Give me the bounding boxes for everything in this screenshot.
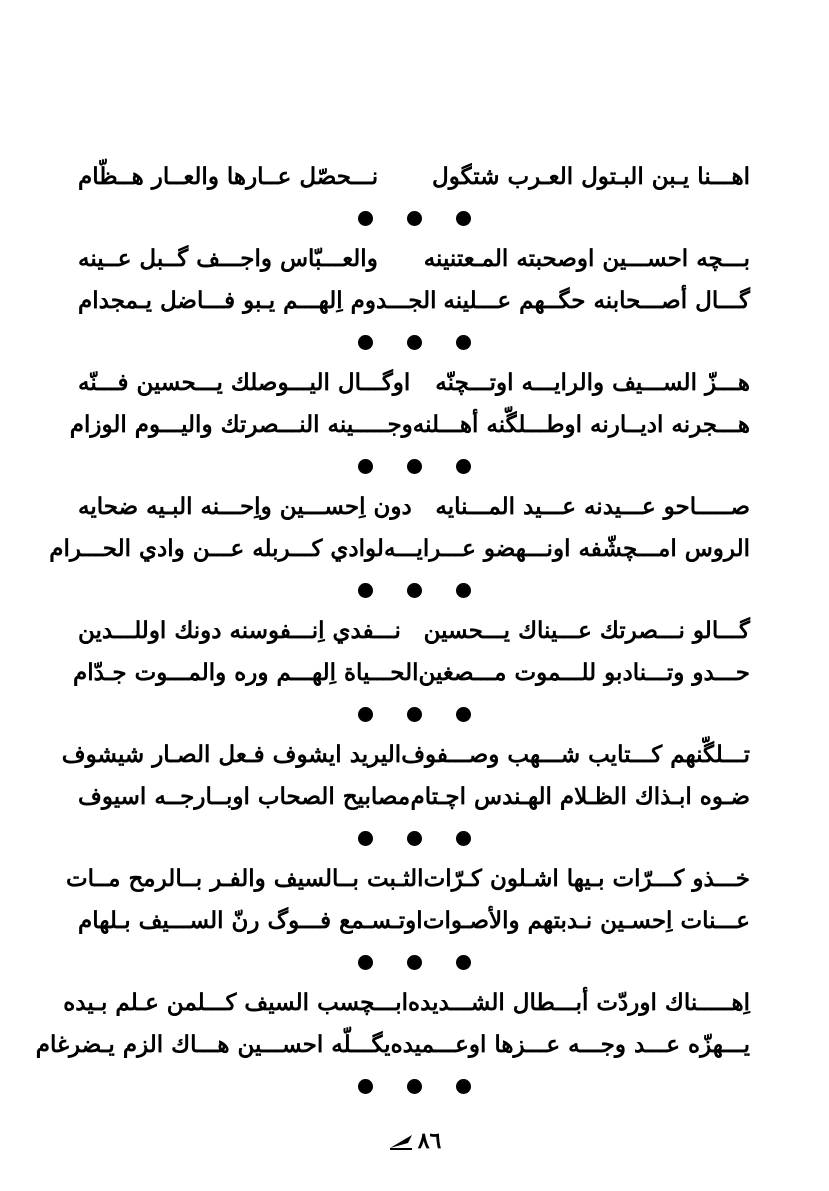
- hemistich-left: لوادي كـــربله عـــن وادي الحـــرام: [49, 535, 384, 562]
- hemistich-left: اوگـــال اليـــوصلك يـــحسين فـــنّه: [78, 369, 411, 396]
- verse-line: [35, 1024, 750, 1066]
- hemistich-left: الجـــدوم اِلهـــم يـبو فـــاضل يـمجدام: [78, 287, 437, 314]
- dot-icon: [407, 955, 422, 970]
- hemistich-left: نـــفدي اِنـــفوسنه دونك اوللـــدين: [78, 617, 401, 644]
- verse-line: [72, 652, 750, 694]
- stanza-separator: [78, 942, 750, 982]
- stanza-separator: [78, 446, 750, 486]
- verse-line: [69, 404, 750, 446]
- dot-icon: [358, 211, 373, 226]
- dot-icon: [358, 707, 373, 722]
- hemistich-right: اهـــنا يـبن البـتول العـرب شتگول: [432, 163, 750, 190]
- dot-icon: [407, 583, 422, 598]
- hemistich-left: دون اِحســـين واِحـــنه البـيه ضحايه: [78, 493, 412, 520]
- hemistich-left: اليريد ايشوف فـعل الصـار شيشوف: [61, 741, 402, 768]
- stanza-separator: [78, 198, 750, 238]
- verse-line: [61, 734, 750, 776]
- hemistich-right: ضـوه ابـذاك الظـلام الهـندس اچـتام: [410, 783, 750, 810]
- dot-icon: [456, 583, 471, 598]
- stanza-separator: [78, 818, 750, 858]
- hemistich-left: الحـــياة اِلهـــم وره والمـــوت جـدّام: [72, 659, 419, 686]
- dot-icon: [456, 335, 471, 350]
- hemistich-right: تـــلگّنهم كـــتايب شـــهب وصـــفوف: [401, 741, 750, 768]
- hemistich-right: هـــزّ الســـيف والرايـــه اوتـــچنّه: [435, 369, 750, 396]
- stanza: [35, 982, 750, 1066]
- hemistich-right: اِهـــــناك اوردّت أبـــطال الشـــديده: [408, 989, 750, 1016]
- dot-icon: [456, 831, 471, 846]
- hemistich-left: الثـبت بــالسيف والفـر بــالرمح مــات: [65, 865, 424, 892]
- stanza: [78, 156, 750, 198]
- dot-icon: [407, 831, 422, 846]
- hemistich-left: يگـــلّه احســـين هـــاك الزم يـضرغام: [35, 1031, 391, 1058]
- stanza-separator: [78, 694, 750, 734]
- dot-icon: [358, 831, 373, 846]
- verse-line: [78, 486, 750, 528]
- hemistich-right: يـــهزّه عـــد وجـــه عـــزها اوعـــميده: [390, 1031, 750, 1058]
- stanza: [61, 734, 750, 818]
- dot-icon: [407, 707, 422, 722]
- dot-icon: [407, 459, 422, 474]
- hemistich-right: گـــالو نـــصرتك عـــيناك يـــحسين: [423, 617, 750, 644]
- hemistich-left: ابـــچسب السيف كـــلمن عـلم بـيده: [63, 989, 409, 1016]
- verse-line: [78, 280, 750, 322]
- verse-line: [78, 362, 750, 404]
- verse-line: [78, 238, 750, 280]
- verse-line: [78, 776, 750, 818]
- verse-line: [65, 858, 750, 900]
- hemistich-right: گـــال أصـــحابنه حگــهم عـــلينه: [443, 287, 750, 314]
- dot-icon: [456, 459, 471, 474]
- stanza-separator: [78, 322, 750, 362]
- dot-icon: [358, 955, 373, 970]
- stanza-separator: [78, 570, 750, 610]
- dot-icon: [358, 583, 373, 598]
- hemistich-left: مصابيح الصحاب اوبــارجــه اسيوف: [78, 783, 411, 810]
- dot-icon: [407, 1079, 422, 1094]
- verse-line: [78, 610, 750, 652]
- hemistich-right: هـــجرنه اديــارنه اوطـــلگّنه أهـــلنه: [412, 411, 750, 438]
- hemistich-right: بـــچه احســـين اوصحبته المـعتنينه: [423, 245, 750, 272]
- verse-line: [78, 156, 750, 198]
- stanza: [49, 486, 750, 570]
- dot-icon: [358, 335, 373, 350]
- hemistich-right: حـــدو وتـــنادبو للـــموت مـــصغين: [418, 659, 750, 686]
- hemistich-right: الروس امـــچشّفه اونـــهضو عـــرايـــه: [383, 535, 750, 562]
- dot-icon: [407, 211, 422, 226]
- dot-icon: [358, 459, 373, 474]
- dot-icon: [456, 1079, 471, 1094]
- stanza: [72, 610, 750, 694]
- hemistich-left: اوتـسـمع فـــوگ رنّ الســـيف بـلهام: [78, 907, 423, 934]
- quill-icon: [388, 1131, 414, 1151]
- hemistich-left: نـــحصّل عــارها والعــار هــظّام: [78, 163, 379, 190]
- verse-line: [63, 982, 750, 1024]
- hemistich-left: والعـــبّاس واجـــف گــبل عــينه: [78, 245, 378, 272]
- verse-line: [49, 528, 750, 570]
- dot-icon: [358, 1079, 373, 1094]
- verse-line: [78, 900, 750, 942]
- stanza: [65, 858, 750, 942]
- poem: [35, 156, 750, 1106]
- hemistich-left: وجـــــينه النـــصرتك واليـــوم الوزام: [69, 411, 413, 438]
- hemistich-right: عـــنات اِحسـين نـدبتهم والأصـوات: [422, 907, 750, 934]
- dot-icon: [456, 211, 471, 226]
- page-number: ٨٦: [417, 1128, 442, 1154]
- dot-icon: [456, 707, 471, 722]
- hemistich-right: صـــــاحو عـــيدنه عـــيد المـــنايه: [435, 493, 750, 520]
- page-footer: [0, 1128, 829, 1154]
- stanza: [78, 238, 750, 322]
- dot-icon: [456, 955, 471, 970]
- stanza: [69, 362, 750, 446]
- stanza-separator: [78, 1066, 750, 1106]
- hemistich-right: خـــذو كـــرّات بـيها اشـلون كـرّات: [423, 865, 750, 892]
- dot-icon: [407, 335, 422, 350]
